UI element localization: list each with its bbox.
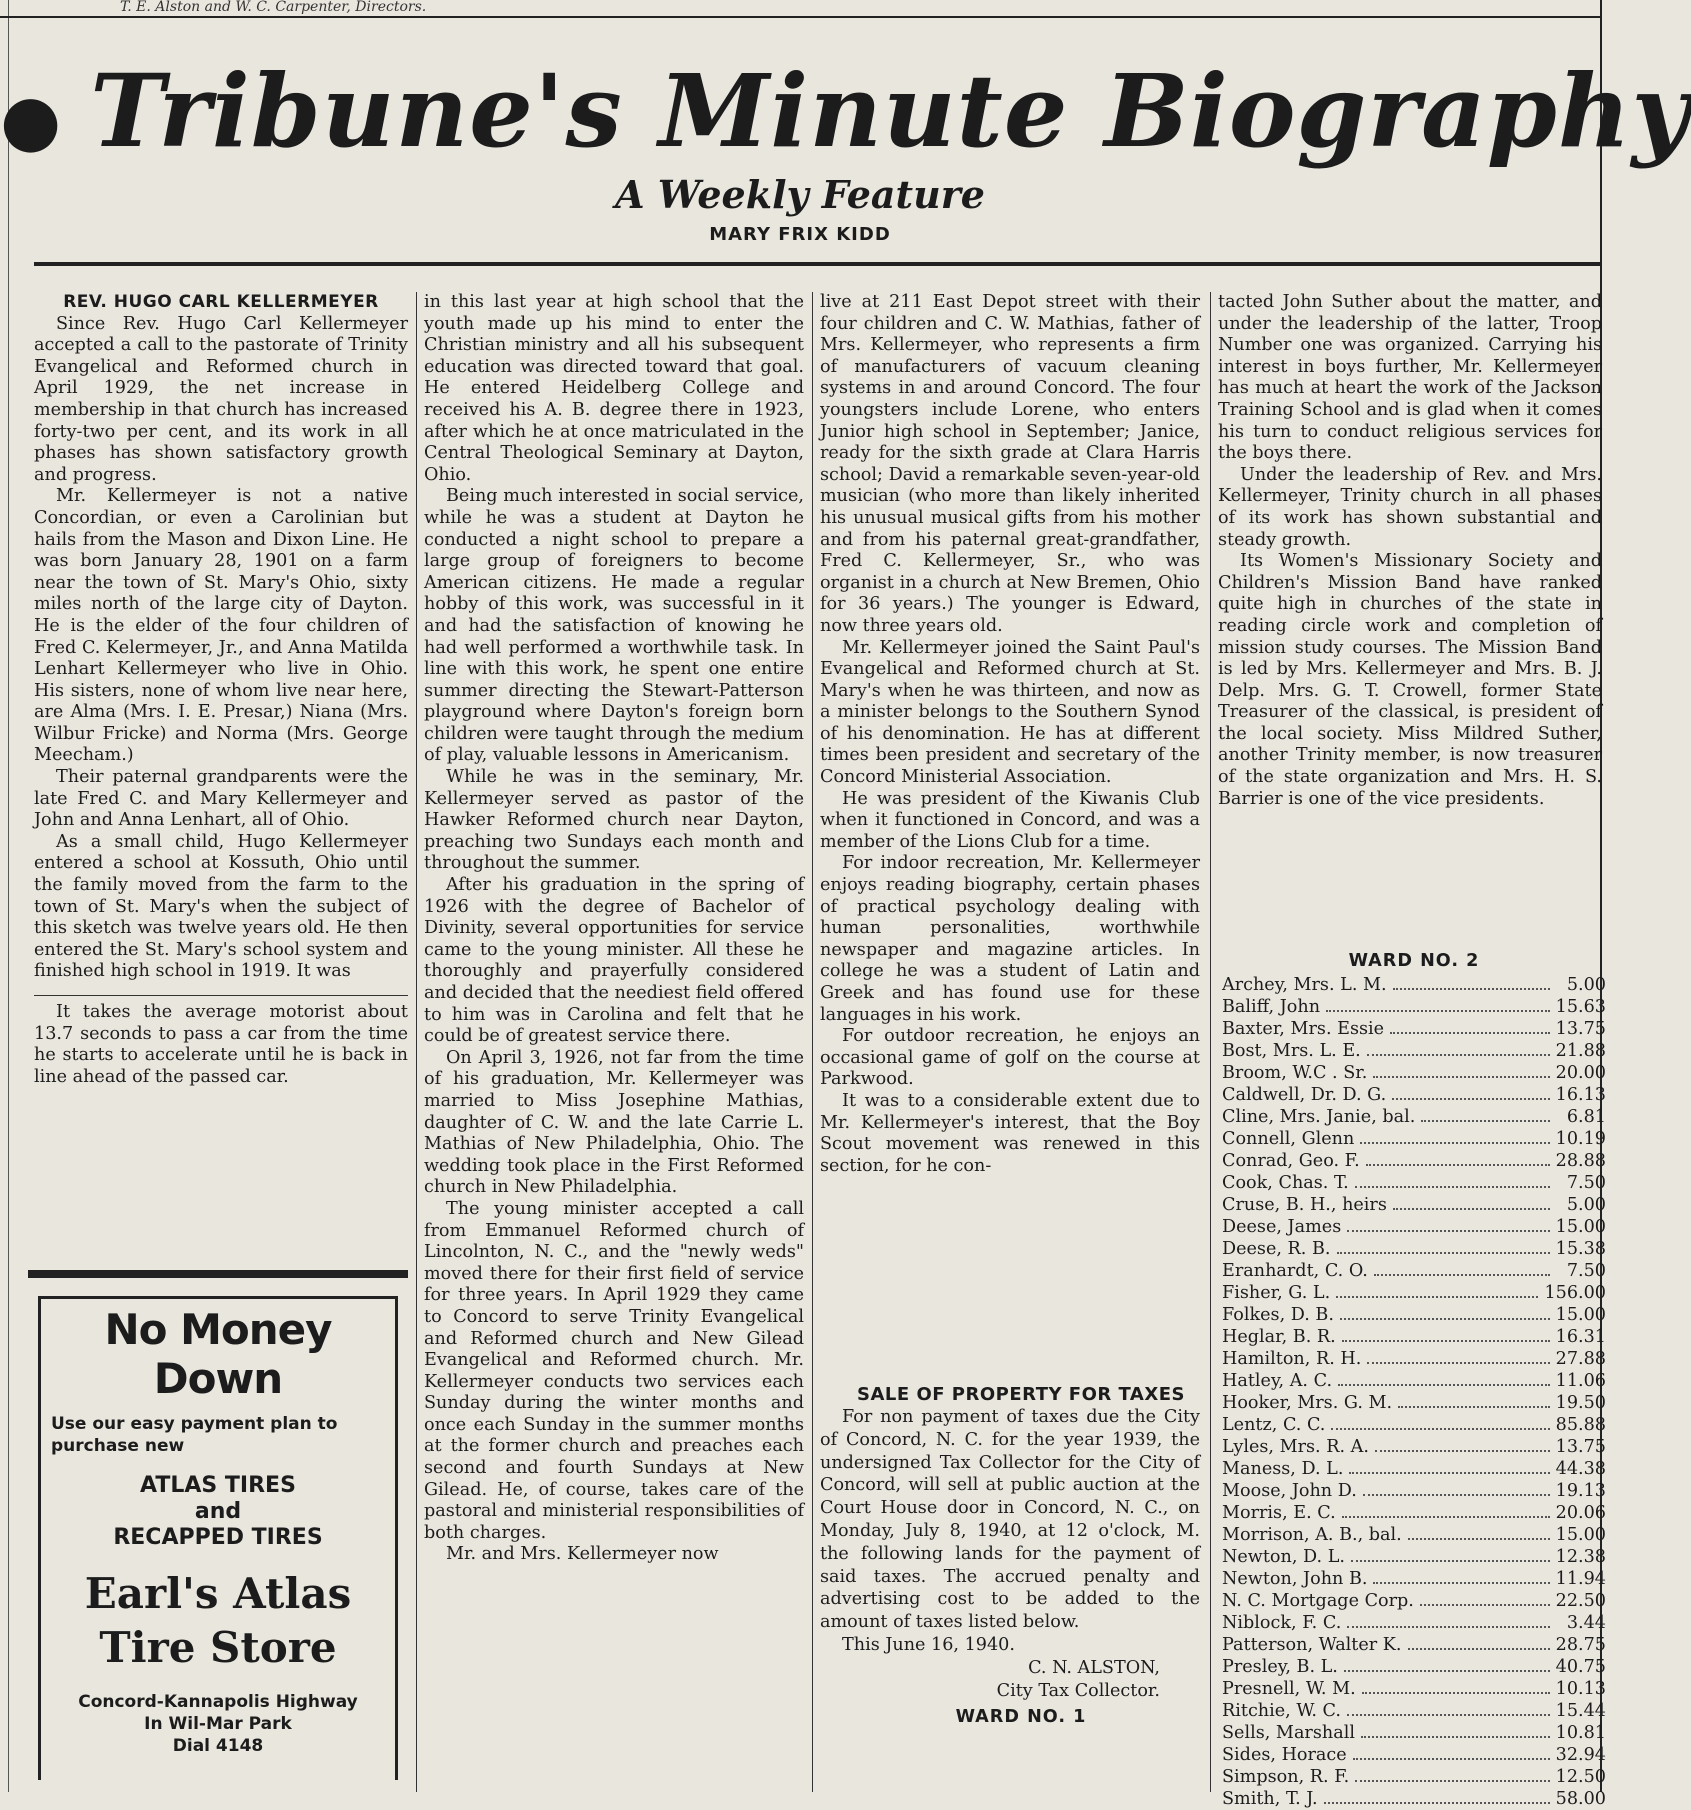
tax-list-row xyxy=(1222,1502,1606,1524)
tax-amount: 40.75 xyxy=(1555,1657,1606,1677)
taxpayer-name: Broom, W.C . Sr. xyxy=(1222,1063,1368,1083)
masthead-rule xyxy=(34,262,1600,266)
tax-amount: 27.88 xyxy=(1555,1349,1606,1369)
leader-dots xyxy=(1373,1568,1549,1584)
tax-sale-date: This June 16, 1940. xyxy=(842,1634,1015,1655)
article-paragraph: For outdoor recreation, he enjoys an occasional game of golf on the course at Parkwood. xyxy=(820,1026,1200,1090)
taxpayer-name: Deese, R. B. xyxy=(1222,1239,1331,1259)
tax-list-row xyxy=(1222,1150,1606,1172)
masthead-subtitle: A Weekly Feature xyxy=(615,172,985,217)
leader-dots xyxy=(1390,1018,1550,1034)
taxpayer-name: Patterson, Walter K. xyxy=(1222,1635,1402,1655)
article-paragraph: tacted John Suther about the matter, and under the leadership of the latter, Troop Number one was organized. Carrying his interest in boys further, Mr. Kellermeyer has much at heart the work of the Jackson Training School and is glad when it comes his turn to conduct religious services for the boys there. xyxy=(1218,292,1602,464)
tax-amount: 19.13 xyxy=(1555,1481,1606,1501)
tax-list-row xyxy=(1222,1436,1606,1458)
taxpayer-name: Simpson, R. F. xyxy=(1222,1767,1350,1787)
top-strip-text: T. E. Alston and W. C. Carpenter, Directors. xyxy=(0,0,1600,18)
tax-list-row xyxy=(1222,1194,1606,1216)
tax-amount: 22.50 xyxy=(1555,1591,1606,1611)
leader-dots xyxy=(1373,1062,1549,1078)
tax-amount: 19.50 xyxy=(1555,1393,1606,1413)
taxpayer-name: Cook, Chas. T. xyxy=(1222,1173,1349,1193)
ward-2-heading: WARD NO. 2 xyxy=(1348,951,1480,971)
bullet-icon: ● xyxy=(0,78,63,162)
leader-dots xyxy=(1392,1084,1549,1100)
ad-address-1: Concord-Kannapolis Highway xyxy=(78,1692,358,1712)
leader-dots xyxy=(1337,1238,1550,1254)
taxpayer-name: Cruse, B. H., heirs xyxy=(1222,1195,1387,1215)
article-paragraph: Mr. Kellermeyer joined the Saint Paul's Evangelical and Reformed church at St. Mary's when he was thirteen, and now as a minister belongs to the Southern Synod of his denomination. He has at different times been president and secretary of the Concord Ministerial Association. xyxy=(820,637,1200,788)
leader-dots xyxy=(1367,1040,1550,1056)
taxpayer-name: Sides, Horace xyxy=(1222,1745,1347,1765)
tax-amount: 28.88 xyxy=(1555,1151,1606,1171)
ad-store-name-1: Earl's Atlas xyxy=(84,1569,352,1618)
article-paragraph: For indoor recreation, Mr. Kellermeyer enjoys reading biography, certain phases of practical psychology dealing with human personalities, worthwhile newspaper and magazine articles. In college he was a student of Latin and Greek and has found use for these languages in his work. xyxy=(820,853,1200,1025)
left-margin-rule xyxy=(0,0,9,1792)
leader-dots xyxy=(1338,1370,1550,1386)
tax-amount: 16.13 xyxy=(1555,1085,1606,1105)
tax-list-row xyxy=(1222,1656,1606,1678)
taxpayer-name: Deese, James xyxy=(1222,1217,1342,1237)
tax-list-row xyxy=(1222,1304,1606,1326)
taxpayer-name: Cline, Mrs. Janie, bal. xyxy=(1222,1107,1416,1127)
tax-sale-notice xyxy=(820,1384,1200,1729)
tax-list-row xyxy=(1222,1524,1606,1546)
leader-dots xyxy=(1375,1436,1550,1452)
tax-list-row xyxy=(1222,1172,1606,1194)
taxpayer-name: Morrison, A. B., bal. xyxy=(1222,1525,1402,1545)
tax-list-row xyxy=(1222,1634,1606,1656)
tax-list-row xyxy=(1222,1084,1606,1106)
tax-amount: 15.00 xyxy=(1555,1525,1606,1545)
column-divider xyxy=(1210,292,1211,1792)
taxpayer-name: Newton, D. L. xyxy=(1222,1547,1345,1567)
leader-dots xyxy=(1353,1744,1550,1760)
tax-list-row xyxy=(1222,1370,1606,1392)
leader-dots xyxy=(1331,1414,1549,1430)
leader-dots xyxy=(1408,1634,1550,1650)
article-paragraph: Since Rev. Hugo Carl Kellermeyer accepted a call to the pastorate of Trinity Evangelical and Reformed church in April 1929, the net increase in membership in that church has increased forty-two per cent, and its work in all phases has shown satisfactory growth and progress. xyxy=(34,313,408,485)
tax-list-row xyxy=(1222,1458,1606,1480)
tax-list-row xyxy=(1222,1568,1606,1590)
taxpayer-name: Fisher, G. L. xyxy=(1222,1283,1331,1303)
leader-dots xyxy=(1347,1216,1549,1232)
tax-list-row xyxy=(1222,1216,1606,1238)
tax-list-row xyxy=(1222,1062,1606,1084)
article-paragraph: Mr. and Mrs. Kellermeyer now xyxy=(446,1544,719,1565)
tax-list-row xyxy=(1222,1744,1606,1766)
tax-list-row xyxy=(1222,996,1606,1018)
tax-amount: 20.00 xyxy=(1555,1063,1606,1083)
leader-dots xyxy=(1324,1788,1550,1804)
leader-dots xyxy=(1347,1700,1550,1716)
taxpayer-name: Folkes, D. B. xyxy=(1222,1305,1334,1325)
article-paragraph: Their paternal grandparents were the late Fred C. and Mary Kellermeyer and John and Anna Lenhart, all of Ohio. xyxy=(34,767,408,831)
tax-list-row xyxy=(1222,1414,1606,1436)
ward-1-heading: WARD NO. 1 xyxy=(955,1707,1087,1728)
taxpayer-name: Morris, E. C. xyxy=(1222,1503,1336,1523)
tax-list-row xyxy=(1222,1128,1606,1150)
tax-list-row xyxy=(1222,1040,1606,1062)
tax-amount: 6.81 xyxy=(1566,1107,1606,1127)
leader-dots xyxy=(1326,996,1550,1012)
taxpayer-name: Moose, John D. xyxy=(1222,1481,1357,1501)
tax-amount: 156.00 xyxy=(1544,1283,1606,1303)
tax-list-row xyxy=(1222,1106,1606,1128)
taxpayer-name: Lyles, Mrs. R. A. xyxy=(1222,1437,1369,1457)
ad-phone: Dial 4148 xyxy=(172,1736,264,1756)
ad-store-name-2: Tire Store xyxy=(99,1623,337,1672)
taxpayer-name: Presnell, W. M. xyxy=(1222,1679,1356,1699)
ad-address-2: In Wil-Mar Park xyxy=(144,1714,292,1734)
ad-product-1: ATLAS TIRES xyxy=(140,1473,296,1498)
article-paragraph: Being much interested in social service, while he was a student at Dayton he conducted a night school to prepare a large group of foreigners to become American citizens. He made a regular hobby of this work, was successful in it and had the satisfaction of knowing he had well performed a worthwhile task. In line with this work, he spent one entire summer directing the Stewart-Patterson playground where Dayton's foreign born children were taught through the medium of play, valuable lessons in Americanism. xyxy=(424,486,804,766)
tax-list-row xyxy=(1222,1722,1606,1744)
article-paragraph: As a small child, Hugo Kellermeyer entered a school at Kossuth, Ohio until the family moved from the farm to the town of St. Mary's when the subject of this sketch was twelve years old. He then entered the St. Mary's school system and finished high school in 1919. It was xyxy=(34,831,408,982)
tax-list-row xyxy=(1222,1326,1606,1348)
tax-amount: 20.06 xyxy=(1555,1503,1606,1523)
taxpayer-name: Smith, T. J. xyxy=(1222,1789,1318,1809)
tax-amount: 13.75 xyxy=(1555,1019,1606,1039)
tax-amount: 13.75 xyxy=(1555,1437,1606,1457)
taxpayer-name: Maness, D. L. xyxy=(1222,1459,1344,1479)
tax-list-row xyxy=(1222,1766,1606,1788)
tax-sale-body: For non payment of taxes due the City of Concord, N. C. for the year 1939, the undersigned Tax Collector for the City of Concord, will sell at public auction at the Court House door in Concord, N. C., on Monday, July 8, 1940, at 12 o'clock, M. the following lands for the payment of said taxes. The accrued penalty and advertising cost to be added to the amount of taxes listed below. xyxy=(820,1407,1200,1633)
tax-amount: 15.44 xyxy=(1555,1701,1606,1721)
taxpayer-name: Archey, Mrs. L. M. xyxy=(1222,975,1387,995)
tax-list-row xyxy=(1222,1260,1606,1282)
tax-amount: 10.13 xyxy=(1555,1679,1606,1699)
taxpayer-name: Ritchie, W. C. xyxy=(1222,1701,1341,1721)
ad-product-lines xyxy=(41,1473,395,1551)
taxpayer-name: N. C. Mortgage Corp. xyxy=(1222,1591,1414,1611)
article-paragraph: After his graduation in the spring of 1926 with the degree of Bachelor of Divinity, several opportunities for service came to the young minister. All these he thoroughly and prayerfully considered and decided that the neediest field offered to him was in Carolina and felt that he could be of greatest service there. xyxy=(424,875,804,1047)
leader-dots xyxy=(1421,1106,1550,1122)
tax-list-row xyxy=(1222,1018,1606,1040)
article-paragraph: in this last year at high school that the youth made up his mind to enter the Christian ministry and all his subsequent education was directed toward that goal. He entered Heidelberg College and received his A. B. degree there in 1923, after which he at once matriculated in the Central Theological Seminary at Dayton, Ohio. xyxy=(424,292,804,485)
tax-amount: 7.50 xyxy=(1566,1173,1606,1193)
leader-dots xyxy=(1362,1678,1550,1694)
masthead-title xyxy=(0,52,1691,175)
taxpayer-name: Hamilton, R. H. xyxy=(1222,1349,1362,1369)
taxpayer-name: Hooker, Mrs. G. M. xyxy=(1222,1393,1393,1413)
filler-item: It takes the average motorist about 13.7 seconds to pass a car from the time he starts to accelerate until he is back in line ahead of the passed car. xyxy=(34,995,408,1088)
tax-amount: 32.94 xyxy=(1555,1745,1606,1765)
leader-dots xyxy=(1347,1612,1550,1628)
tax-amount: 5.00 xyxy=(1566,1195,1606,1215)
taxpayer-name: Presley, B. L. xyxy=(1222,1657,1338,1677)
tax-list-row xyxy=(1222,1392,1606,1414)
leader-dots xyxy=(1408,1524,1550,1540)
article-paragraph: While he was in the seminary, Mr. Kellermeyer served as pastor of the Hawker Reformed church near Dayton, preaching two Sundays each month and throughout the summer. xyxy=(424,767,804,874)
leader-dots xyxy=(1355,1766,1549,1782)
leader-dots xyxy=(1351,1546,1550,1562)
ad-product-and: and xyxy=(194,1499,242,1524)
article-paragraph: Mr. Kellermeyer is not a native Concordian, or even a Carolinian but hails from the Mason and Dixon Line. He was born January 28, 1901 on a farm near the town of St. Mary's Ohio, sixty miles north of the large city of Dayton. He is the elder of the four children of Fred C. Kelermeyer, Jr., and Anna Matilda Lenhart Kellermeyer who live in Ohio. His sisters, none of whom live near here, are Alma (Mrs. I. E. Presar,) Niana (Mrs. Wilbur Fricke) and Norma (Mrs. George Meecham.) xyxy=(34,486,408,766)
ad-frame xyxy=(38,1296,398,1780)
taxpayer-name: Caldwell, Dr. D. G. xyxy=(1222,1085,1387,1105)
taxpayer-name: Hatley, A. C. xyxy=(1222,1371,1333,1391)
tax-list-row xyxy=(1222,1590,1606,1612)
article-column-1 xyxy=(34,292,408,1088)
leader-dots xyxy=(1355,1172,1550,1188)
article-paragraph: live at 211 East Depot street with their four children and C. W. Mathias, father of Mrs. Kellermeyer, who represents a firm of manufacturers of vacuum cleaning systems in and around Concord. The four youngsters include Lorene, who enters Junior high school in September; Janice, ready for the sixth grade at Clara Harris school; David a remarkable seven-year-old musician (who more than likely inherited his unusual musical gifts from his mother and from his paternal great-grandfather, Fred C. Kellermeyer, Sr., who was organist in a church at New Bremen, Ohio for 36 years.) The younger is Edward, now three years old. xyxy=(820,292,1200,636)
tax-list-row xyxy=(1222,974,1606,996)
ward-2-tax-list xyxy=(1222,950,1606,1810)
leader-dots xyxy=(1361,1722,1550,1738)
column-divider xyxy=(812,292,813,1792)
leader-dots xyxy=(1363,1480,1550,1496)
tax-amount: 15.63 xyxy=(1555,997,1606,1017)
leader-dots xyxy=(1374,1260,1550,1276)
article-column-3 xyxy=(820,292,1200,1177)
tax-list-row xyxy=(1222,1546,1606,1568)
tax-amount: 11.06 xyxy=(1555,1371,1606,1391)
tax-amount: 28.75 xyxy=(1555,1635,1606,1655)
taxpayer-name: Lentz, C. C. xyxy=(1222,1415,1326,1435)
tax-list-row xyxy=(1222,1348,1606,1370)
leader-dots xyxy=(1393,1194,1550,1210)
taxpayer-name: Newton, John B. xyxy=(1222,1569,1368,1589)
taxpayer-name: Heglar, B. R. xyxy=(1222,1327,1336,1347)
leader-dots xyxy=(1393,974,1550,990)
tax-amount: 12.38 xyxy=(1555,1547,1606,1567)
taxpayer-name: Conrad, Geo. F. xyxy=(1222,1151,1360,1171)
ad-store-name xyxy=(41,1567,395,1675)
ad-product-2: RECAPPED TIRES xyxy=(113,1525,323,1550)
ward-2-rows xyxy=(1222,974,1606,1810)
leader-dots xyxy=(1360,1128,1549,1144)
tire-store-advertisement xyxy=(28,1270,408,1782)
taxpayer-name: Sells, Marshall xyxy=(1222,1723,1355,1743)
article-column-4 xyxy=(1218,292,1602,810)
article-headline: REV. HUGO CARL KELLERMEYER xyxy=(63,292,379,312)
tax-amount: 85.88 xyxy=(1555,1415,1606,1435)
tax-amount: 21.88 xyxy=(1555,1041,1606,1061)
leader-dots xyxy=(1336,1282,1538,1298)
tax-list-row xyxy=(1222,1612,1606,1634)
tax-amount: 16.31 xyxy=(1555,1327,1606,1347)
tax-collector-name: C. N. ALSTON, xyxy=(1028,1657,1160,1678)
article-column-2 xyxy=(424,292,804,1566)
tax-amount: 12.50 xyxy=(1555,1767,1606,1787)
tax-amount: 3.44 xyxy=(1566,1613,1606,1633)
taxpayer-name: Connell, Glenn xyxy=(1222,1129,1355,1149)
taxpayer-name: Bost, Mrs. L. E. xyxy=(1222,1041,1361,1061)
tax-list-row xyxy=(1222,1238,1606,1260)
tax-amount: 11.94 xyxy=(1555,1569,1606,1589)
leader-dots xyxy=(1367,1348,1549,1364)
tax-amount: 10.81 xyxy=(1555,1723,1606,1743)
article-paragraph: It was to a considerable extent due to Mr. Kellermeyer's interest, that the Boy Scout movement was renewed in this section, for he con- xyxy=(820,1090,1200,1176)
tax-amount: 58.00 xyxy=(1555,1789,1606,1809)
tax-list-row xyxy=(1222,1700,1606,1722)
tax-list-row xyxy=(1222,1788,1606,1810)
leader-dots xyxy=(1342,1326,1550,1342)
leader-dots xyxy=(1398,1392,1550,1408)
article-paragraph: Its Women's Missionary Society and Children's Mission Band have ranked quite high in churches of the state in reading circle work and completion of mission study courses. The Mission Band is led by Mrs. Kellermeyer and Mrs. B. J. Delp. Mrs. G. T. Crowell, former State Treasurer of the classical, is president of the local society. Miss Mildred Suther, another Trinity member, is now treasurer of the state organization and Mrs. H. S. Barrier is one of the vice presidents. xyxy=(1218,551,1602,809)
leader-dots xyxy=(1340,1304,1550,1320)
leader-dots xyxy=(1349,1458,1549,1474)
article-paragraph: The young minister accepted a call from Emmanuel Reformed church of Lincolnton, N. C., and the "newly weds" moved there for their first field of service for three years. In April 1929 they came to Concord to serve Trinity Evangelical and Reformed church and New Gilead Evangelical and Reformed church. Mr. Kellermeyer conducts two services each Sunday during the winter months and once each Sunday in the summer months at the former church and preaches each second and fourth Sundays at New Gilead. He, of course, takes care of the pastoral and ministerial responsibilities of both charges. xyxy=(424,1198,804,1543)
article-paragraph: He was president of the Kiwanis Club when it functioned in Concord, and was a member of the Lions Club for a time. xyxy=(820,788,1200,852)
tax-amount: 10.19 xyxy=(1555,1129,1606,1149)
tax-list-row xyxy=(1222,1480,1606,1502)
taxpayer-name: Baliff, John xyxy=(1222,997,1321,1017)
tax-list-row xyxy=(1222,1282,1606,1304)
taxpayer-name: Niblock, F. C. xyxy=(1222,1613,1342,1633)
article-paragraph: Under the leadership of Rev. and Mrs. Kellermeyer, Trinity church in all phases of its work has shown substantial and steady growth. xyxy=(1218,464,1602,550)
leader-dots xyxy=(1366,1150,1550,1166)
taxpayer-name: Eranhardt, C. O. xyxy=(1222,1261,1368,1281)
tax-sale-headline: SALE OF PROPERTY FOR TAXES xyxy=(857,1384,1185,1405)
byline: MARY FRIX KIDD xyxy=(709,224,891,245)
column-divider xyxy=(416,292,417,1792)
tax-amount: 15.38 xyxy=(1555,1239,1606,1259)
ad-address xyxy=(41,1691,395,1757)
tax-amount: 5.00 xyxy=(1566,975,1606,995)
masthead-title-text: Tribune's Minute Biography xyxy=(90,52,1691,170)
taxpayer-name: Baxter, Mrs. Essie xyxy=(1222,1019,1385,1039)
tax-amount: 15.00 xyxy=(1555,1217,1606,1237)
leader-dots xyxy=(1344,1656,1550,1672)
tax-amount: 7.50 xyxy=(1566,1261,1606,1281)
tax-list-row xyxy=(1222,1678,1606,1700)
tax-collector-title: City Tax Collector. xyxy=(996,1680,1160,1701)
leader-dots xyxy=(1420,1590,1550,1606)
ad-headline: No Money Down xyxy=(104,1305,332,1403)
ad-lead-text: Use our easy payment plan to purchase new xyxy=(51,1414,338,1456)
article-paragraph: On April 3, 1926, not far from the time of his graduation, Mr. Kellermeyer was married to Miss Josephine Mathias, daughter of C. W. and the late Carrie L. Mathias of New Philadelphia, Ohio. The wedding took place in the First Reformed church in New Philadelphia. xyxy=(424,1047,804,1198)
tax-amount: 44.38 xyxy=(1555,1459,1606,1479)
leader-dots xyxy=(1342,1502,1550,1518)
tax-amount: 15.00 xyxy=(1555,1305,1606,1325)
